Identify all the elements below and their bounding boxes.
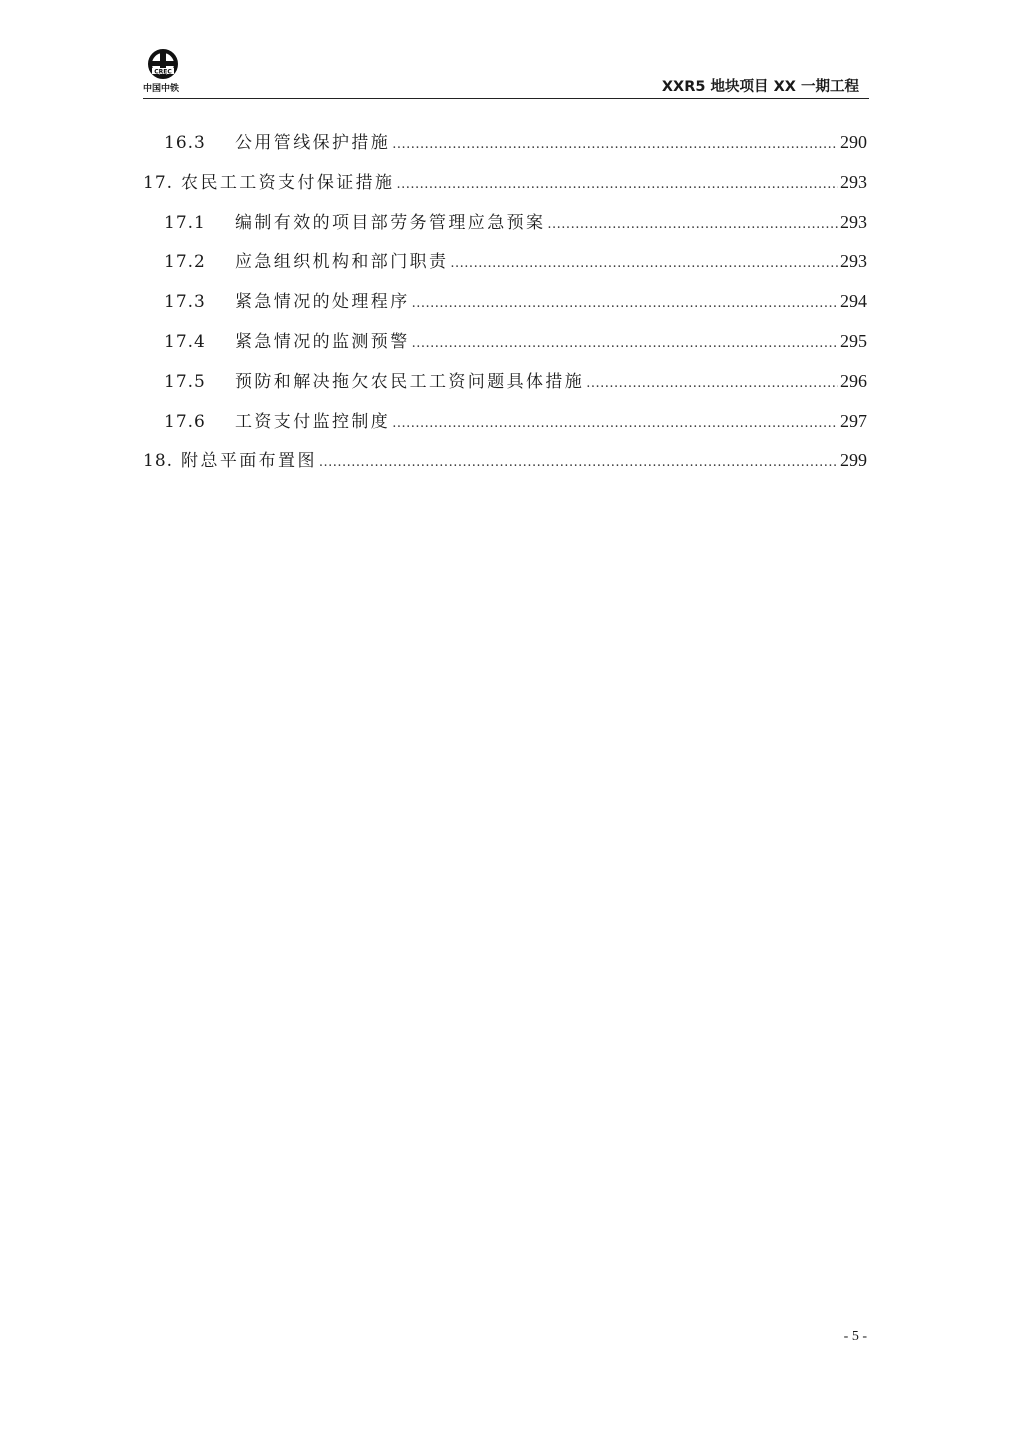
- toc-dot-leader: [547, 217, 838, 232]
- toc-entry-number: 18.: [143, 451, 174, 472]
- toc-dot-leader: [412, 296, 838, 311]
- toc-entry[interactable]: [143, 327, 867, 367]
- toc-entry-page: 296: [840, 370, 867, 391]
- toc-entry[interactable]: [143, 287, 867, 327]
- toc-entry-page: 293: [840, 211, 867, 232]
- page-header: [143, 48, 869, 99]
- toc-entry-number: 17.1: [164, 212, 206, 233]
- toc-entry-title: 紧急情况的处理程序: [235, 292, 410, 313]
- toc-entry-number: 17.6: [164, 411, 206, 432]
- svg-text:CREC: CREC: [154, 68, 172, 76]
- toc-entry-page: 297: [840, 410, 867, 431]
- toc-entry-page: 294: [840, 291, 867, 312]
- toc-dot-leader: [450, 256, 838, 271]
- toc-entry[interactable]: [143, 247, 867, 287]
- toc-entry-title: 预防和解决拖欠农民工工资问题具体措施: [235, 371, 585, 392]
- toc-dot-leader: [412, 336, 838, 351]
- toc-dot-leader: [319, 455, 838, 470]
- toc-entry-page: 295: [840, 330, 867, 351]
- toc-dot-leader: [586, 376, 838, 391]
- toc-dot-leader: [392, 416, 838, 431]
- toc-entry[interactable]: [143, 446, 867, 486]
- toc-entry-title: 工资支付监控制度: [235, 411, 391, 432]
- toc-entry-page: 293: [840, 171, 867, 192]
- toc-entry[interactable]: [143, 168, 867, 208]
- toc-entry[interactable]: [143, 407, 867, 447]
- document-title: XXR5 地块项目 XX 一期工程: [661, 79, 859, 95]
- toc-entry-title: 附总平面布置图: [181, 451, 317, 472]
- toc-entry-page: 290: [840, 132, 867, 152]
- toc-entry-page: 293: [840, 251, 867, 272]
- page-number: - 5 -: [843, 1329, 867, 1344]
- toc-entry[interactable]: [143, 208, 867, 248]
- toc-entry-number: 17.5: [164, 371, 206, 392]
- toc-entry-title: 紧急情况的监测预警: [235, 331, 410, 352]
- toc-dot-leader: [392, 137, 838, 152]
- toc-entry-title: 农民工工资支付保证措施: [181, 172, 395, 193]
- toc-entry-title: 公用管线保护措施: [235, 133, 391, 153]
- toc-dot-leader: [396, 177, 838, 192]
- logo-text: 中国中铁: [143, 84, 180, 94]
- toc-entry-number: 16.3: [164, 133, 206, 153]
- toc-entry-title: 编制有效的项目部劳务管理应急预案: [235, 212, 546, 233]
- toc-entry-title: 应急组织机构和部门职责: [235, 252, 449, 273]
- toc-entry-number: 17.3: [164, 292, 206, 313]
- toc-entry[interactable]: [143, 128, 867, 168]
- toc-entry-number: 17.2: [164, 252, 206, 273]
- toc-entry-number: 17.: [143, 172, 174, 193]
- toc-entry-page: 299: [840, 450, 867, 471]
- table-of-contents: [143, 128, 867, 486]
- toc-entry[interactable]: [143, 367, 867, 407]
- toc-entry-number: 17.4: [164, 331, 206, 352]
